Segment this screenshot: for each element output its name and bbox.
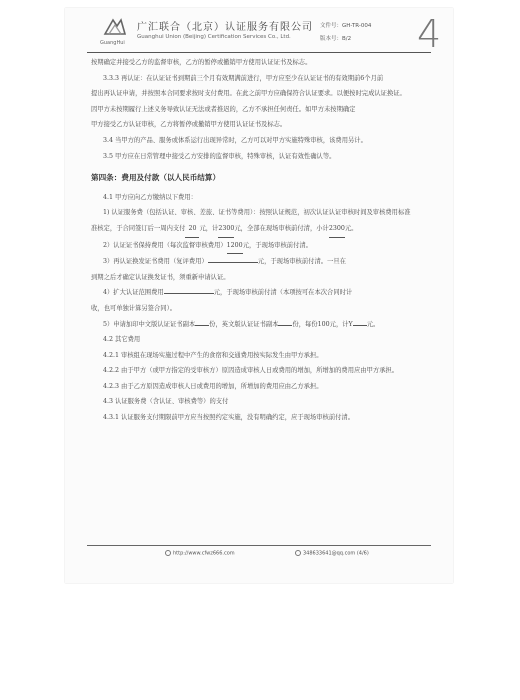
fee-line: 1) 认证服务费（包括认证、审核、差旅、证书等费用）：按照认证规范，初次认证认证审核时间及审核费用标准	[103, 209, 411, 217]
fee-blank	[278, 325, 292, 326]
body-line: 4.2.2 由于甲方（或甲方指定的受审核方）原因造成审核人日或费用的增加，所增加的费用应由甲方承担。	[103, 367, 399, 375]
fee-blank	[353, 325, 367, 326]
fee-text: 元，于现场审核前付清。一旦在	[257, 258, 346, 266]
fee-blank: 20	[185, 221, 199, 238]
fee-blank	[208, 262, 258, 263]
fee-text: 元，于现场审核前付清（本项按可在本次合同时计	[213, 289, 353, 297]
doc-number: 文件号：GH-TR-004	[320, 23, 372, 29]
footer-email	[295, 550, 369, 557]
fee-text: 元。	[366, 320, 380, 328]
header-divider	[87, 52, 431, 53]
fee-line	[91, 317, 431, 333]
body-line: 提出再认证申请，并按照本合同要求按时支付费用。在此之前甲方应确保符合认证要求。以便按时完成认证换证。	[91, 90, 406, 98]
footer-website-text: http://www.cfwz666.com	[173, 550, 235, 557]
page-header	[65, 8, 453, 58]
document-page	[65, 8, 453, 583]
fee-line	[91, 238, 431, 255]
body-line: 4.2.3 由于乙方原因造成审核人日或费用的增加，所增加的费用应由乙方承担。	[103, 382, 323, 390]
fee-text: 2）认证证书保持费用（每次监督审核费用）	[103, 241, 227, 249]
body-line: 4.2 其它费用	[103, 336, 141, 344]
footer-divider	[87, 545, 431, 546]
body-line: 4.2.1 审核组在现场实施过程中产生的食宿和交通费用按实际发生由甲方承担。	[103, 351, 323, 359]
fee-text: 元，于现场审核前付清。	[242, 241, 312, 249]
fee-text: 4）扩大认证范围费用	[103, 289, 164, 297]
fee-line	[91, 285, 431, 301]
company-name-en: Guanghui Union (Beijing) Certification Services Co., Ltd.	[137, 34, 291, 40]
footer-website	[165, 550, 235, 557]
fee-line: 4.1 甲方应向乙方缴纳以下费用：	[103, 193, 197, 201]
fee-text: 元，全部在现场审核前付清，小计	[234, 224, 329, 232]
fee-blank: 2300	[218, 221, 234, 238]
page-number: 4	[417, 12, 442, 56]
body-line: 4.3 认证服务费（含认证、审核费等）的支付	[103, 398, 229, 406]
fee-text: 3）再认证换发证书费用（复评费用）	[103, 258, 208, 266]
doc-version: 版本号：B/2	[320, 36, 352, 42]
fee-line	[91, 254, 431, 270]
document-body	[91, 55, 431, 426]
fee-text: 准核定，于合同签订后一周内支付	[91, 224, 186, 232]
logo-text: GuangHui	[100, 40, 125, 46]
fee-blank: 1200	[227, 238, 243, 255]
body-line: 3.5 甲方应在日常管理中接受乙方安排的监督审核，特殊审核，认证有效性确认等。	[103, 152, 336, 160]
fee-text: 元，计	[199, 224, 219, 232]
mail-icon	[295, 550, 301, 556]
fee-text: 元。	[344, 224, 358, 232]
fee-blank: 2300	[329, 221, 345, 238]
company-logo	[103, 16, 127, 38]
body-line: 3.3.3 再认证：在认证证书到期前三个月有效期满前进行，甲方应至少在认证证书的有效期前6个月前	[103, 74, 384, 82]
company-name-cn: 广汇联合（北京）认证服务有限公司	[137, 22, 313, 33]
fee-text: 份，英文版认证证书副本	[209, 320, 279, 328]
body-line: 因甲方未按期履行上述义务导致认证无法或者推迟的，乙方不承担任何责任。如甲方未按期确定	[91, 105, 356, 113]
body-line: 甲方接受乙方认证审核，乙方将暂停或撤销甲方使用认证证书及标志。	[91, 121, 287, 129]
footer-email-text: 348633641@qq.com (4/6)	[303, 550, 369, 557]
fee-text: 5）申请加印中文版认证证书副本	[103, 320, 196, 328]
fee-blank	[164, 293, 214, 294]
fee-line: 到期之后才确定认证换发证书，须重新申请认证。	[91, 273, 230, 281]
body-line: 按期确定并接受乙方的监督审核，乙方的暂停或撤销甲方使用认证证书及标志。	[91, 59, 312, 66]
fee-line	[91, 221, 431, 238]
fee-line: 收，也可单独计算另签合同）。	[91, 304, 177, 312]
section-title: 第四条：费用及付款（以人民币结算）	[91, 173, 221, 183]
body-line: 4.3.1 认证服务支付期限前甲方应当按照约定实施，没有明确约定，应于现场审核前付清。	[103, 414, 355, 422]
fee-text: 份，每份100元，计Y	[292, 320, 353, 328]
body-line: 3.4 当甲方的产品、服务或体系运行出现异常时，乙方可以对甲方实施特殊审核，该费用另计。	[103, 136, 367, 144]
globe-icon	[165, 550, 171, 556]
fee-blank	[195, 325, 209, 326]
